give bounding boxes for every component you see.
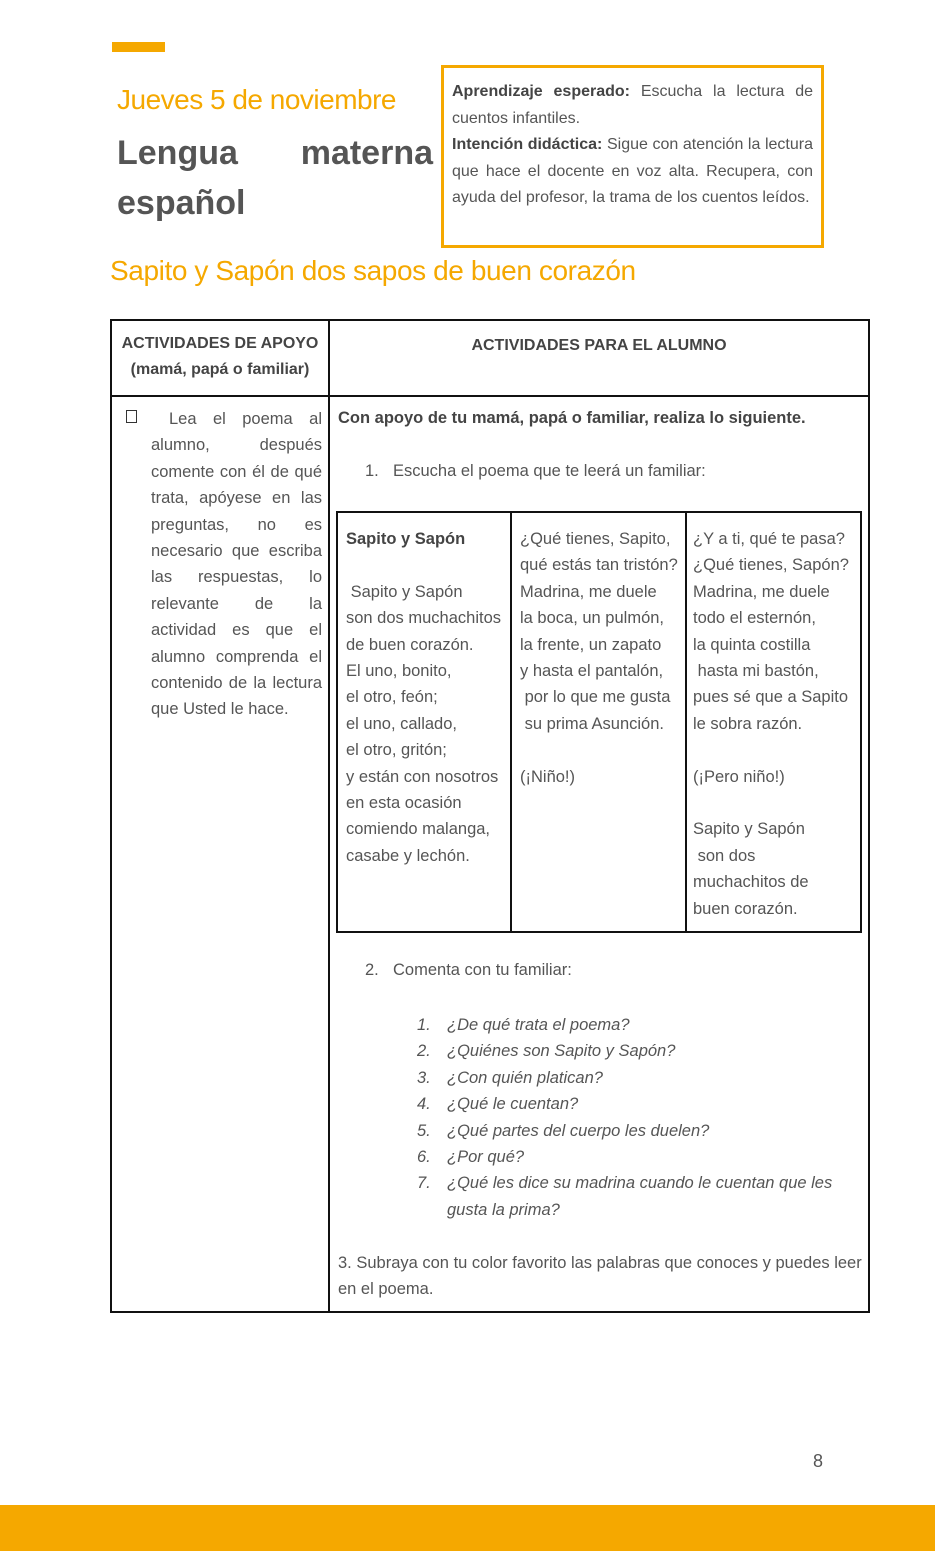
lesson-title: Sapito y Sapón dos sapos de buen corazón [110,255,636,286]
header-support-line2: (mamá, papá o familiar) [130,361,310,378]
intent-label: Intención didáctica: [452,136,603,153]
subject-word-1: Lengua [117,134,238,172]
question-text: ¿Por qué? [447,1148,525,1167]
poem-column-divider [685,513,687,931]
question-text: ¿Con quién platican? [447,1068,603,1087]
activities-table [110,319,870,1313]
question-list [417,1012,847,1223]
step-2-number: 2. [365,961,379,979]
intent-text: Sigue con atención la lectura que hace el docente en voz alta. Recupera, con ayuda del profesor, la trama de los cuentos leídos. [452,136,813,206]
date-heading: Jueves 5 de noviembre [117,84,397,115]
checkbox-bullet-icon [126,410,137,423]
support-activity-text: Lea el poema al alumno, después comente con él de qué trata, apóyese en las preguntas, no es necesario que escriba las respuestas, lo relevante de la actividad es que el alumno comprenda el contenido de la lectura que Usted le hace. [151,410,322,719]
list-item [417,1012,847,1038]
step-2-text: Comenta con tu familiar: [393,961,572,979]
question-number: 5. [417,1121,431,1140]
question-text: ¿De qué trata el poema? [447,1016,630,1034]
question-text: ¿Qué le cuentan? [447,1095,579,1114]
question-number: 4. [417,1095,431,1114]
header-student-activities: ACTIVIDADES PARA EL ALUMNO [471,337,727,354]
poem-column-2: ¿Qué tienes, Sapito, qué estás tan tristón? Madrina, me duele la boca, un pulmón, la frente, un zapato y hasta el pantalón, por lo que me gusta su prima Asunción. (¡Niño!) [520,530,678,786]
poem-column-1 [346,526,501,869]
student-intro: Con apoyo de tu mamá, papá o familiar, realiza lo siguiente. [338,409,806,427]
question-text: ¿Qué les dice su madrina cuando le cuentan que les gusta la prima? [447,1174,833,1219]
support-activity-cell [126,406,322,723]
poem-box [336,511,862,933]
list-item [417,1065,847,1091]
question-number: 2. [417,1042,431,1061]
question-text: ¿Quiénes son Sapito y Sapón? [447,1042,676,1061]
header-support-activities [112,331,328,383]
question-number: 1. [417,1016,431,1034]
step-1 [365,462,706,481]
step-1-text: Escucha el poema que te leerá un familiar: [393,462,706,480]
subject-heading [117,128,433,228]
subject-word-3: español [117,184,246,222]
list-item [417,1038,847,1064]
header-support-line1: ACTIVIDADES DE APOYO [121,335,319,352]
question-number: 7. [417,1174,431,1193]
subject-word-2: materna [300,134,433,172]
question-text: ¿Qué partes del cuerpo les duelen? [447,1121,710,1140]
list-item [417,1170,847,1223]
step-3: 3. Subraya con tu color favorito las palabras que conoces y puedes leer en el poema. [338,1254,862,1299]
page-number: 8 [813,1451,824,1471]
poem-stanza-1: Sapito y Sapón son dos muchachitos de buen corazón. El uno, bonito, el otro, feón; el uno, callado, el otro, gritón; y están con nosotros en esta ocasión comiendo malanga, casabe y lechón. [346,582,502,865]
list-item [417,1091,847,1117]
learning-label: Aprendizaje esperado: [452,83,630,100]
learning-text: Escucha la lectura de cuentos infantiles. [452,83,813,127]
table-header-divider [112,395,868,397]
table-column-divider [328,321,330,1311]
poem-column-3: ¿Y a ti, qué te pasa? ¿Qué tienes, Sapón? Madrina, me duele todo el esternón, la quinta costilla hasta mi bastón, pues sé que a Sapito le sobra razón. (¡Pero niño!) Sapito y Sapón son dos muchachitos de buen corazón. [693,530,849,918]
question-number: 6. [417,1148,431,1167]
accent-bottom-bar [0,1505,935,1551]
list-item [417,1144,847,1170]
accent-top-bar [112,42,165,52]
list-item [417,1118,847,1144]
poem-column-divider [510,513,512,931]
poem-title: Sapito y Sapón [346,530,466,548]
step-1-number: 1. [365,462,379,480]
learning-objectives-box [441,65,824,248]
step-2 [365,961,572,980]
question-number: 3. [417,1068,431,1087]
